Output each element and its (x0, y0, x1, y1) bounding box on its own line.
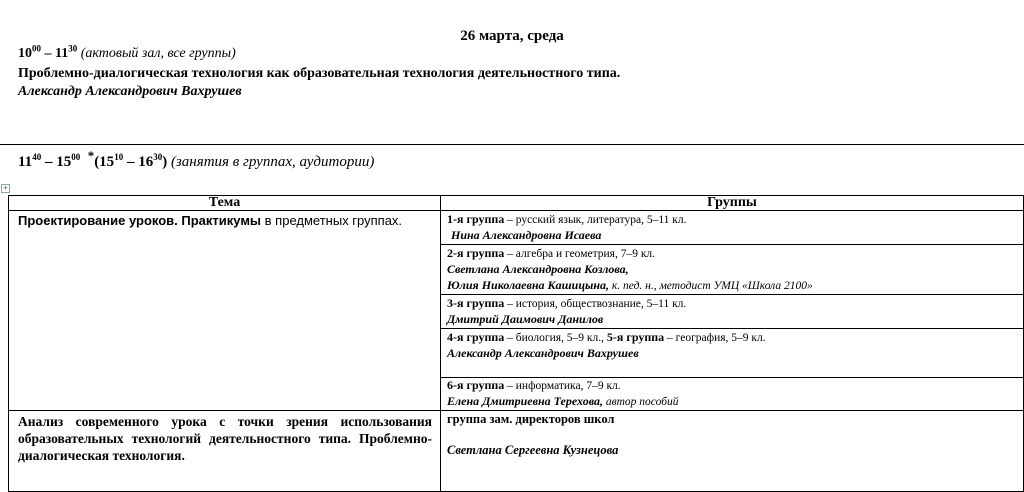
group-2-name: 2-я группа (447, 246, 505, 260)
group-cell-deputies (441, 411, 1024, 492)
header-groups: Группы (441, 196, 1024, 211)
group-cell-3 (441, 295, 1024, 329)
table-move-handle-icon[interactable]: + (2, 184, 9, 192)
table-row (9, 411, 1024, 492)
row1-topic (9, 211, 441, 411)
group-2-person2-note: к. пед. н., методист УМЦ «Школа 2100» (609, 280, 813, 292)
group-6-person-note: автор пособий (602, 396, 679, 408)
deputies-person: Светлана Сергеевна Кузнецова (447, 443, 619, 457)
session2-alt-start-min: 10 (114, 152, 124, 162)
group-5-desc: – география, 5–9 кл. (664, 332, 766, 344)
session1-end-hour: 11 (55, 46, 69, 61)
group-6-desc: – информатика, 7–9 кл. (504, 380, 621, 392)
session1-start-min: 00 (32, 43, 41, 54)
row2-topic: Анализ современного урока с точки зрения использования образовательных технологий деятельностного типа. Проблемно-диалогическая технология. (9, 411, 441, 492)
session2-end-hour: 15 (56, 154, 72, 170)
group-1-person: Нина Александровна Исаева (451, 228, 602, 242)
group-3-name: 3-я группа (447, 296, 505, 310)
session2-end-min: 00 (71, 152, 81, 162)
group-6-name: 6-я группа (447, 378, 505, 392)
group-5-name: 5-я группа (606, 330, 665, 344)
group-cell-2 (441, 245, 1024, 295)
session2-alt-dash: – 16 (123, 154, 154, 170)
session1-end-min: 30 (68, 43, 78, 54)
group-4-person: Александр Александрович Вахрушев (447, 346, 639, 360)
row1-topic-rest: в предметных группах. (261, 213, 403, 228)
group-4-name: 4-я группа (447, 330, 505, 344)
group-1-desc: – русский язык, литература, 5–11 кл. (504, 214, 687, 226)
table-header-row (9, 196, 1024, 211)
group-cell-4 (441, 329, 1024, 378)
session2-alt-close: ) (162, 154, 168, 170)
group-cell-6 (441, 378, 1024, 411)
schedule-table (8, 195, 1024, 492)
session1-time-line (18, 43, 236, 62)
group-1-name: 1-я группа (447, 212, 505, 226)
group-cell-1 (441, 211, 1024, 245)
header-topic: Тема (9, 196, 441, 211)
deputies-group-name: группа зам. директоров школ (447, 412, 615, 426)
session1-start-hour: 10 (18, 46, 32, 61)
session1-place: (актовый зал, все группы) (77, 46, 236, 61)
session2-alt-end-min: 30 (153, 152, 163, 162)
table-row (9, 211, 1024, 245)
group-3-person: Дмитрий Даимович Данилов (447, 312, 604, 326)
row1-topic-bold: Проектирование уроков. Практикумы (18, 213, 262, 228)
session2-alt-open: (15 (94, 154, 115, 170)
group-2-person: Светлана Александровна Козлова, (447, 262, 629, 276)
group-2-person2: Юлия Николаевна Кашицына, (447, 278, 609, 292)
session1-speaker: Александр Александрович Вахрушев (18, 84, 242, 99)
group-4-desc: – биология, 5–9 кл., (504, 332, 607, 344)
group-2-desc: – алгебра и геометрия, 7–9 кл. (504, 248, 656, 260)
session2-time-line: $11^{40} - 15^{00}$ $^*(15^{10} - 16^{30})$ (занятия в группах, аудитории) (18, 148, 375, 170)
session2-place: (занятия в группах, аудитории) (167, 154, 375, 170)
session2-start-hour: 11 (18, 154, 33, 170)
session1-topic: Проблемно-диалогическая технология как образовательная технология деятельностного типа. (18, 66, 621, 81)
session2-star: * (87, 148, 95, 163)
section-divider (0, 144, 1024, 145)
group-3-desc: – история, обществознание, 5–11 кл. (504, 298, 687, 310)
date-heading: 26 марта, среда (460, 28, 564, 44)
session1-dash: – (41, 46, 55, 61)
group-6-person: Елена Дмитриевна Терехова, (447, 394, 603, 408)
session2-start-min: 40 (32, 152, 42, 162)
